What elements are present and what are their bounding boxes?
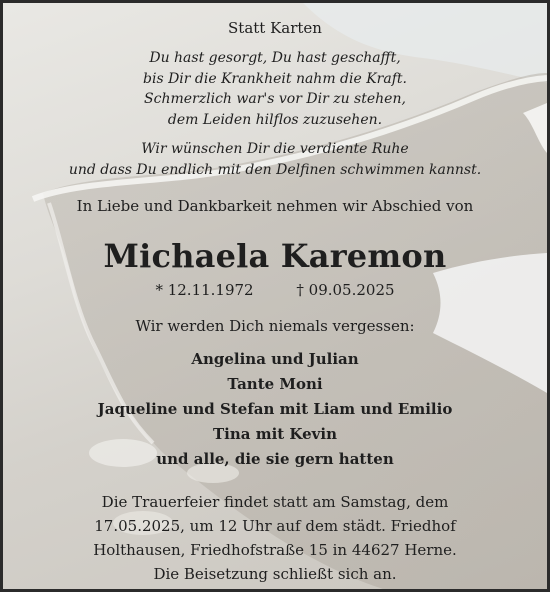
poem-line: Wir wünschen Dir die verdiente Ruhe [141,141,409,157]
poem-stanza-2 [3,139,547,180]
family-member: Tante Moni [227,375,323,393]
obituary-text [3,3,547,589]
service-line: 17.05.2025, um 12 Uhr auf dem städt. Friedhof [94,517,456,535]
family-member: Jaqueline und Stefan mit Liam und Emilio [97,400,453,418]
service-line: Die Beisetzung schließt sich an. [153,565,397,583]
poem-line: bis Dir die Krankheit nahm die Kraft. [143,70,407,87]
life-dates [3,281,547,299]
poem-line: Du hast gesorgt, Du hast geschafft, [149,50,401,66]
family-member: Tina mit Kevin [213,425,337,443]
header-text: Statt Karten [228,19,322,37]
poem-line: Schmerzlich war's vor Dir zu stehen, [144,91,406,107]
poem-stanza-1 [3,48,547,130]
service-line: Holthausen, Friedhofstraße 15 in 44627 Herne. [93,541,457,559]
service-line: Die Trauerfeier findet statt am Samstag, dem [101,493,449,511]
death-date: † 09.05.2025 [296,281,395,299]
intro-text: In Liebe und Dankbarkeit nehmen wir Abschied von [76,197,474,215]
service-info [3,490,547,586]
family-member: Angelina und Julian [191,350,359,368]
birth-date: * 12.11.1972 [155,281,254,299]
deceased-name: Michaela Karemon [103,237,447,275]
family-list [3,347,547,472]
poem-line: dem Leiden hilflos zuzusehen. [167,111,383,128]
remembrance-text: Wir werden Dich niemals vergessen: [135,317,415,335]
poem-line: und dass Du endlich mit den Delfinen schwimmen kannst. [68,161,482,178]
family-member: und alle, die sie gern hatten [156,450,394,468]
